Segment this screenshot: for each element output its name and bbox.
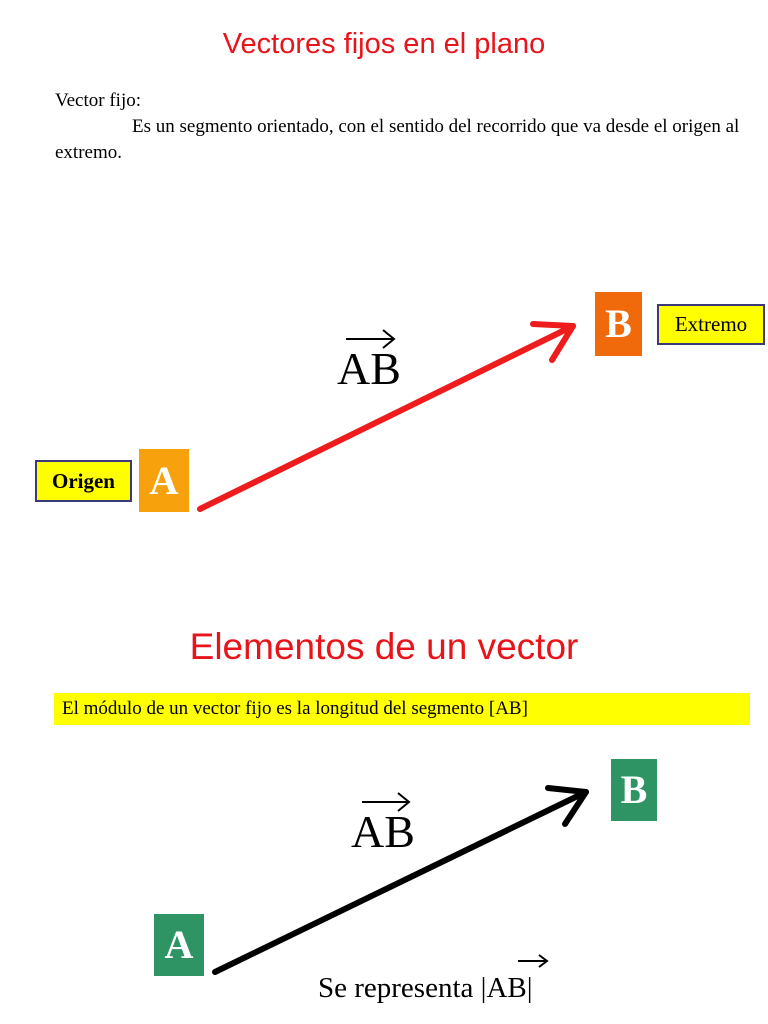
point-a-box-1: A [139,449,189,512]
notation-vector: AB [486,972,527,1004]
point-b-box-2: B [611,759,657,821]
vector-fijo-heading: Vector fijo: [55,90,142,111]
end-label: Extremo [657,304,765,345]
point-b-box-1: B [595,292,642,356]
vector-name-2: AB [351,806,415,857]
module-notation [318,972,533,1005]
notation-prefix: Se representa | [318,972,487,1004]
module-definition: El módulo de un vector fijo es la longitud del segmento [AB] [54,693,750,725]
section1-title: Vectores fijos en el plano [222,28,546,60]
vector-name-1: AB [337,343,401,394]
point-a-box-2: A [154,914,204,976]
vector-arrow-symbol-3 [518,955,547,967]
origin-label: Origen [35,460,132,502]
notation-suffix: | [526,972,533,1004]
vector-fijo-definition: Es un segmento orientado, con el sentido del recorrido que va desde el origen al extremo. [55,116,740,163]
section2-title: Elementos de un vector [189,626,579,667]
